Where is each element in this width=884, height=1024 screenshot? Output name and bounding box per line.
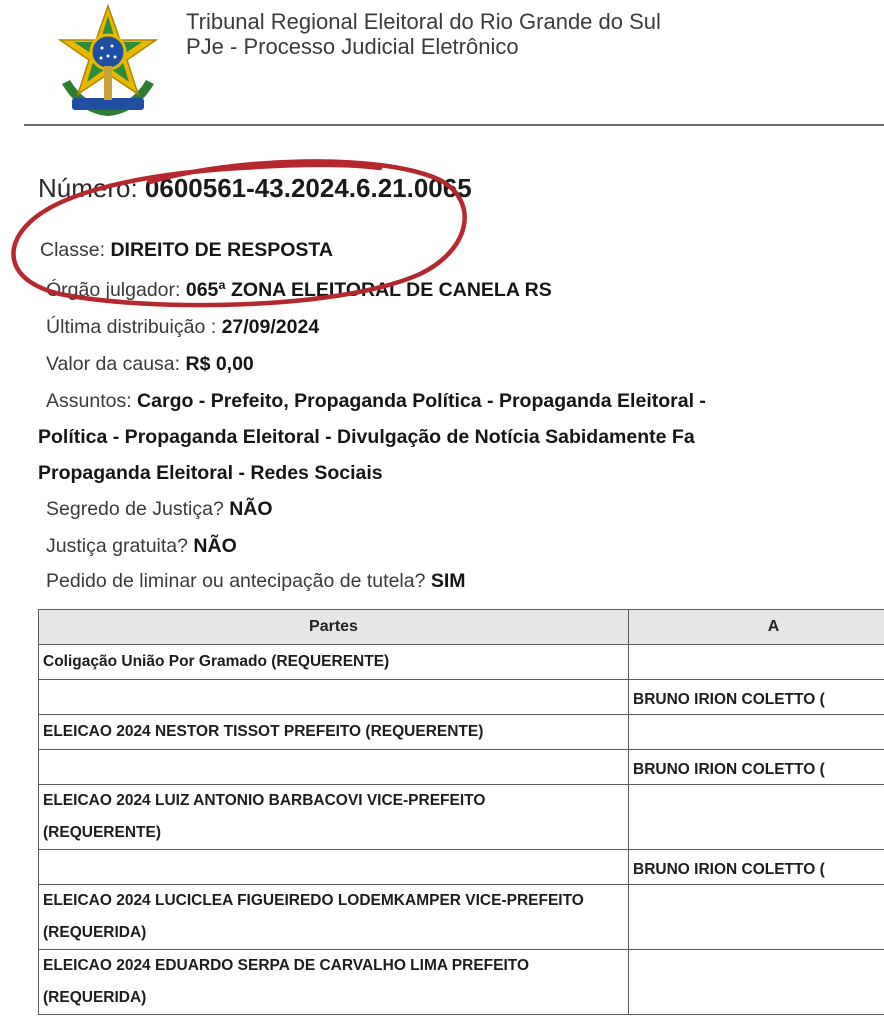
liminar-field [46, 567, 466, 595]
table-row [39, 750, 884, 785]
distribuicao-label: Última distribuição : [46, 316, 222, 338]
lawyer-cell [629, 885, 884, 950]
liminar-value: SIM [430, 570, 466, 592]
assuntos-field [46, 387, 706, 415]
orgao-field [46, 276, 552, 304]
segredo-value: NÃO [229, 498, 273, 520]
segredo-label: Segredo de Justiça? [46, 498, 230, 520]
header-divider [24, 124, 884, 126]
party-cell: ELEICAO 2024 LUCICLEA FIGUEIREDO LODEMKAMPER VICE-PREFEITO (REQUERIDA) [39, 885, 629, 950]
distribuicao-value: 27/09/2024 [221, 316, 320, 338]
gratuita-value: NÃO [193, 535, 237, 557]
orgao-label: Órgão julgador: [46, 279, 186, 301]
org-line-1: Tribunal Regional Eleitoral do Rio Grande do Sul [186, 9, 661, 34]
lawyer-cell: BRUNO IRION COLETTO ( [629, 750, 884, 785]
numero-label: Número: [38, 173, 145, 203]
table-row [39, 680, 884, 715]
gratuita-label: Justiça gratuita? [46, 535, 194, 557]
valor-field [46, 350, 254, 378]
party-cell: ELEICAO 2024 NESTOR TISSOT PREFEITO (REQUERENTE) [39, 715, 629, 750]
lawyer-cell [629, 715, 884, 750]
org-line-2: PJe - Processo Judicial Eletrônico [186, 34, 519, 59]
distribuicao-field [46, 313, 319, 341]
lawyer-cell [629, 785, 884, 850]
parties-table [38, 609, 884, 1015]
table-row [39, 950, 884, 1015]
lawyer-cell [629, 645, 884, 680]
table-row [39, 645, 884, 680]
classe-value: DIREITO DE RESPOSTA [110, 239, 333, 261]
header-advogados: A [629, 610, 884, 645]
table-header-row [39, 610, 884, 645]
numero-value: 0600561-43.2024.6.21.0065 [144, 173, 472, 203]
table-row [39, 850, 884, 885]
orgao-value: 065ª ZONA ELEITORAL DE CANELA RS [185, 279, 552, 301]
valor-value: R$ 0,00 [185, 353, 254, 375]
assuntos-label: Assuntos: [46, 390, 138, 412]
segredo-field [46, 495, 273, 523]
party-cell: ELEICAO 2024 EDUARDO SERPA DE CARVALHO LIMA PREFEITO (REQUERIDA) [39, 950, 629, 1015]
gratuita-field [46, 532, 237, 560]
brazil-coat-of-arms-icon [50, 2, 166, 120]
classe-field [40, 236, 333, 264]
organization-name [186, 9, 661, 59]
party-cell [39, 850, 629, 885]
table-row [39, 785, 884, 850]
party-cell [39, 750, 629, 785]
party-cell: ELEICAO 2024 LUIZ ANTONIO BARBACOVI VICE-PREFEITO (REQUERENTE) [39, 785, 629, 850]
process-number [38, 170, 472, 206]
lawyer-cell: BRUNO IRION COLETTO ( [629, 680, 884, 715]
classe-label: Classe: [40, 239, 111, 261]
lawyer-cell: BRUNO IRION COLETTO ( [629, 850, 884, 885]
assuntos-line-3: Propaganda Eleitoral - Redes Sociais [38, 462, 383, 484]
lawyer-cell [629, 950, 884, 1015]
table-row [39, 715, 884, 750]
valor-label: Valor da causa: [46, 353, 186, 375]
party-cell [39, 680, 629, 715]
assuntos-line-1: Cargo - Prefeito, Propaganda Política - Propaganda Eleitoral - [137, 390, 706, 412]
party-cell: Coligação União Por Gramado (REQUERENTE) [39, 645, 629, 680]
assuntos-line-2: Política - Propaganda Eleitoral - Divulgação de Notícia Sabidamente Fa [38, 426, 695, 448]
table-row [39, 885, 884, 950]
liminar-label: Pedido de liminar ou antecipação de tutela? [46, 570, 431, 592]
header-partes: Partes [39, 610, 629, 645]
document-header [0, 0, 884, 130]
